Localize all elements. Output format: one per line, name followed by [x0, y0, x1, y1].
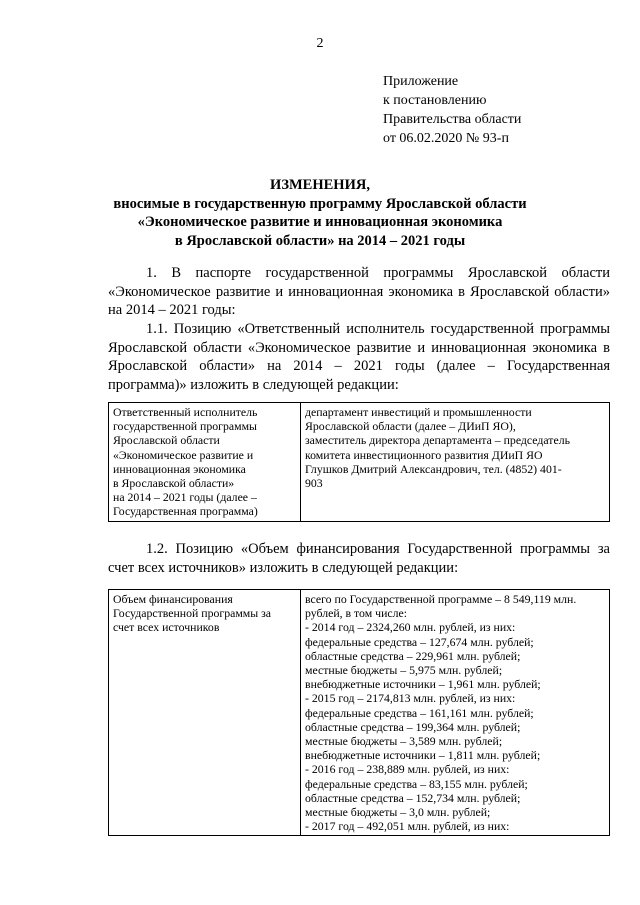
- table-cell-value: [301, 590, 610, 836]
- cell-line: инновационная экономика: [113, 461, 246, 476]
- cell-line: в Ярославской области»: [113, 476, 235, 491]
- paragraph-1-2: [108, 540, 610, 577]
- cell-line: местные бюджеты – 3,589 млн. рублей;: [305, 734, 503, 749]
- paragraph-1: [108, 264, 610, 320]
- appendix-line: от 06.02.2020 № 93-п: [383, 131, 509, 146]
- cell-line: рублей, в том числе:: [305, 606, 408, 621]
- cell-line: местные бюджеты – 3,0 млн. рублей;: [305, 805, 491, 820]
- table-cell-value: [301, 403, 610, 522]
- cell-line: федеральные средства – 127,674 млн. рублей;: [305, 634, 534, 649]
- cell-line: департамент инвестиций и промышленности: [305, 405, 532, 419]
- cell-line: на 2014 – 2021 годы (далее –: [113, 490, 257, 505]
- cell-line: - 2014 год – 2324,260 млн. рублей, из них:: [305, 620, 516, 635]
- heading-line: ИЗМЕНЕНИЯ,: [270, 177, 370, 193]
- table-row: [109, 590, 610, 836]
- cell-line: счет всех источников: [113, 620, 220, 635]
- cell-line: областные средства – 199,364 млн. рублей;: [305, 719, 521, 734]
- appendix-line: Правительства области: [383, 112, 522, 127]
- cell-line: - 2015 год – 2174,813 млн. рублей, из них:: [305, 691, 516, 706]
- cell-line: областные средства – 152,734 млн. рублей;: [305, 790, 521, 805]
- cell-line: - 2017 год – 492,051 млн. рублей, из них:: [305, 819, 510, 834]
- document-heading: [0, 176, 640, 250]
- responsible-executor-table: [108, 402, 610, 522]
- cell-line: местные бюджеты – 5,975 млн. рублей;: [305, 663, 503, 678]
- funding-volume-table: [108, 589, 610, 836]
- cell-line: федеральные средства – 83,155 млн. рублей;: [305, 776, 528, 791]
- cell-line: Государственная программа): [113, 504, 258, 519]
- table-cell-label: [109, 590, 301, 836]
- table-cell-label: [109, 403, 301, 522]
- cell-line: Государственной программы за: [113, 606, 272, 621]
- cell-line: заместитель директора департамента – председатель: [305, 433, 570, 448]
- appendix-line: Приложение: [383, 74, 459, 89]
- cell-line: Глушков Дмитрий Александрович, тел. (4852) 401-: [305, 461, 562, 476]
- heading-line: вносимые в государственную программу Ярославской области: [113, 195, 527, 212]
- cell-line: комитета инвестиционного развития ДИиП ЯО: [305, 447, 543, 462]
- cell-line: областные средства – 229,961 млн. рублей;: [305, 648, 521, 663]
- cell-line: - 2016 год – 238,889 млн. рублей, из них:: [305, 762, 510, 777]
- cell-line: Ярославской области: [113, 433, 220, 448]
- page-number: 2: [316, 36, 324, 51]
- paragraph-1-1-text: 1.1. Позицию «Ответственный исполнитель государственной программы Ярославской области «Экономическое развитие и инновационная экономика в Ярославской области» на 2014 – 2021 годы (далее – Государственная программа)» изложить в следующей редакции:: [108, 321, 610, 393]
- paragraph-1-2-text: 1.2. Позицию «Объем финансирования Государственной программы за счет всех источников» изложить в следующей редакции:: [108, 541, 610, 576]
- cell-line: «Экономическое развитие и: [113, 447, 254, 462]
- table-row: [109, 403, 610, 522]
- cell-line: внебюджетные источники – 1,811 млн. рублей;: [305, 748, 541, 763]
- cell-line: государственной программы: [113, 419, 257, 434]
- cell-line: Объем финансирования: [113, 592, 233, 606]
- heading-line: в Ярославской области» на 2014 – 2021 годы: [174, 232, 466, 249]
- cell-line: всего по Государственной программе – 8 549,119 млн.: [305, 592, 577, 606]
- cell-line: внебюджетные источники – 1,961 млн. рублей;: [305, 677, 541, 692]
- appendix-block: [383, 72, 521, 148]
- paragraph-1-text: 1. В паспорте государственной программы Ярославской области «Экономическое развитие и инновационная экономика в Ярославской области» на 2014 – 2021 годы:: [108, 265, 610, 319]
- cell-line: Ярославской области (далее – ДИиП ЯО),: [305, 419, 516, 434]
- heading-line: «Экономическое развитие и инновационная экономика: [137, 214, 503, 230]
- cell-line: Ответственный исполнитель: [113, 405, 258, 419]
- appendix-line: к постановлению: [383, 93, 487, 108]
- paragraph-1-1: [108, 320, 610, 394]
- cell-line: федеральные средства – 161,161 млн. рублей;: [305, 705, 534, 720]
- cell-line: 903: [305, 476, 323, 491]
